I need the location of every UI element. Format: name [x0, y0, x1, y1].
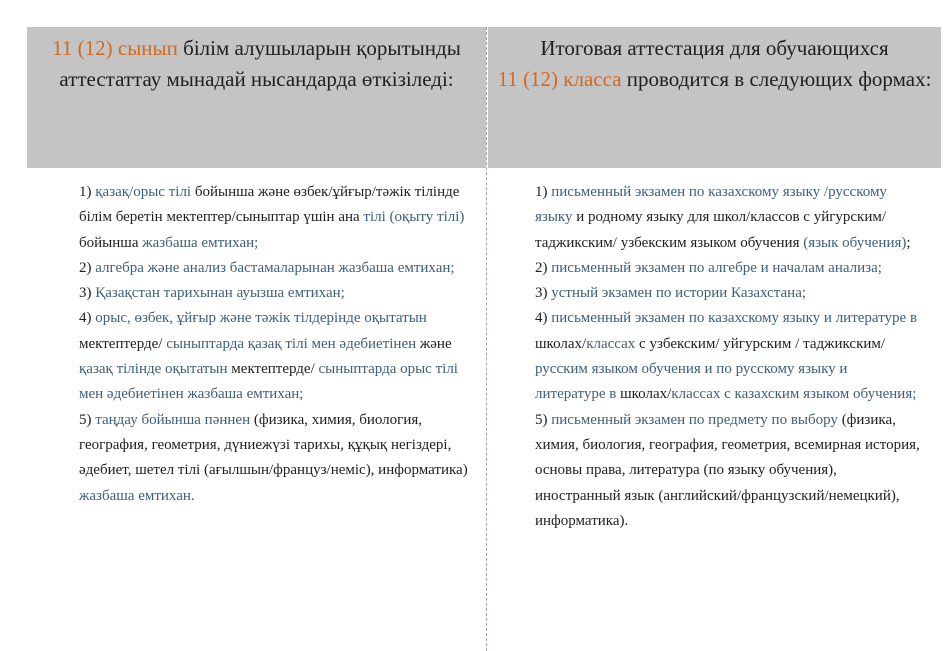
- item-text: мектептерде/: [227, 361, 319, 378]
- list-item: [54, 408, 474, 509]
- list-item: [54, 180, 474, 256]
- highlighted-text: русским языком обучения и по русскому языку и литературе в: [535, 361, 848, 403]
- russian-list: [510, 180, 920, 534]
- highlighted-text: жазбаша емтихан.: [79, 487, 195, 504]
- list-item: [510, 180, 920, 256]
- item-number: 2): [535, 259, 548, 276]
- highlighted-text: таңдау бойынша пәннен: [95, 411, 251, 428]
- list-item: [510, 306, 920, 407]
- highlighted-text: письменный экзамен по алгебре и началам анализа;: [551, 259, 882, 276]
- column-divider: [486, 27, 487, 651]
- highlighted-text: письменный экзамен по предмету по выбору: [551, 411, 838, 428]
- russian-header-text: проводится в следующих формах:: [626, 67, 932, 91]
- highlighted-text: алгебра және анализ бастамаларынан жазбаша емтихан;: [95, 259, 455, 276]
- highlighted-text: қазақ тілінде оқытатын: [79, 361, 228, 378]
- item-text: с узбекским/ уйгурским / таджикским/: [635, 335, 886, 352]
- highlighted-text: (язык обучения): [803, 234, 907, 251]
- kazakh-header-highlight: 11 (12) сынып: [52, 36, 178, 60]
- item-number: 1): [79, 184, 92, 200]
- item-text: және: [416, 335, 452, 352]
- kazakh-header: [27, 27, 486, 168]
- item-number: 3): [535, 285, 548, 302]
- item-number: 4): [535, 310, 548, 327]
- item-text: школах/: [535, 335, 587, 352]
- highlighted-text: тілі (оқыту тілі): [363, 209, 465, 226]
- list-item: [54, 306, 474, 407]
- highlighted-text: орыс, өзбек, ұйғыр және тәжік тілдерінде оқытатын: [95, 310, 427, 327]
- highlighted-text: устный экзамен по истории Казахстана;: [551, 285, 807, 302]
- russian-header: [488, 27, 941, 168]
- list-item: [510, 281, 920, 306]
- item-text: школах/: [616, 386, 672, 403]
- item-text: мектептерде/: [79, 335, 167, 352]
- highlighted-text: жазбаша емтихан;: [142, 234, 259, 251]
- highlighted-text: письменный экзамен по казахскому языку и литературе в: [551, 310, 918, 327]
- item-number: 5): [535, 411, 548, 428]
- item-text: ;: [906, 234, 911, 251]
- highlighted-text: қазақ/орыс тілі: [95, 184, 192, 200]
- highlighted-text: Қазақстан тарихынан ауызша емтихан;: [95, 285, 345, 302]
- russian-header-highlight: 11 (12) класса: [497, 67, 622, 91]
- list-item: [510, 256, 920, 281]
- kazakh-list: [54, 180, 474, 509]
- list-item: [54, 256, 474, 281]
- list-item: [510, 408, 920, 534]
- highlighted-text: классах: [586, 335, 636, 352]
- highlighted-text: классах с казахским языком обучения;: [671, 386, 917, 403]
- list-item: [54, 281, 474, 306]
- item-number: 4): [79, 310, 92, 327]
- item-number: 1): [535, 184, 548, 200]
- highlighted-text: сыныптарда қазақ тілі мен әдебиетінен: [166, 335, 417, 352]
- russian-header-line1: Итоговая аттестация для обучающихся: [540, 36, 889, 60]
- item-number: 3): [79, 285, 92, 302]
- item-text: бойынша және өзбек/ұйғыр/тәжік тілінде білім беретін мектептер/сыныптар үшін ана: [79, 184, 460, 226]
- item-text: бойынша: [79, 234, 143, 251]
- kazakh-header-text: білім алушыларын қорытынды аттестаттау мынадай нысандарда өткізіледі:: [59, 36, 461, 91]
- item-number: 5): [79, 411, 92, 428]
- item-number: 2): [79, 259, 92, 276]
- highlighted-text: сыныптарда орыс тілі мен әдебиетінен жазбаша емтихан;: [79, 361, 458, 403]
- item-text: (физика, химия, биология, география, геометрия, дүниежүзі тарихы, құқық негіздері, әдебиет, шетел тілі (ағылшын/француз/неміс), информатика): [79, 411, 468, 479]
- item-text: (физика, химия, биология, география, геометрия, всемирная история, основы права, литература (по языку обучения), иностранный язык (английский/французский/немецкий), информатика).: [535, 411, 920, 529]
- highlighted-text: письменный экзамен по казахскому языку /русскому языку: [535, 184, 887, 226]
- item-text: и родному языку для школ/классов с уйгурским/ таджикским/ узбекским языком обучения: [535, 209, 887, 251]
